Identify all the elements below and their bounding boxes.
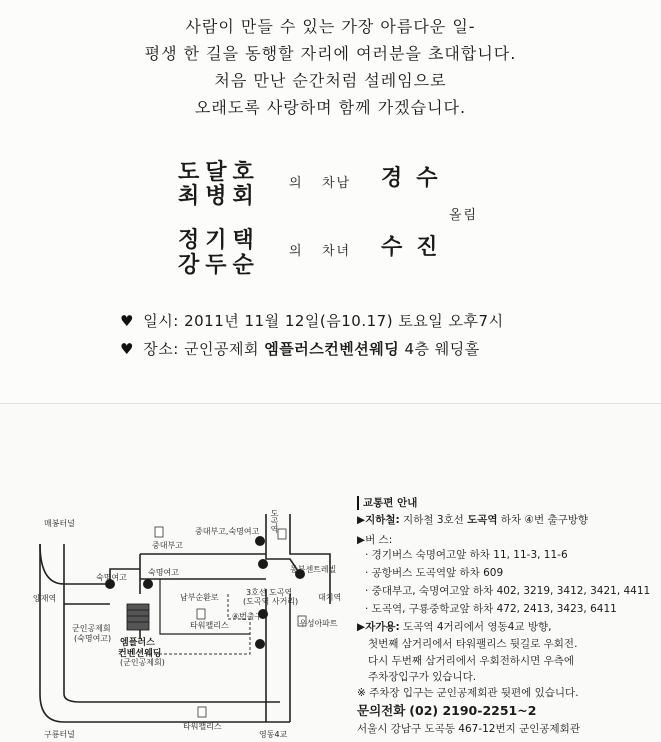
map-label-south-loop-road: 남부순환로 bbox=[180, 593, 219, 602]
map-label-military-mutual-1: 군인공제회 bbox=[72, 624, 111, 633]
car-line-2: 첫번째 삼거리에서 타워팰리스 뒷길로 우회전. bbox=[368, 638, 578, 650]
place-line bbox=[120, 338, 480, 359]
date-text: 2011년 11월 12일(음10.17) 토요일 오후7시 bbox=[184, 312, 504, 330]
subway-text-pre: 지하철 3호선 bbox=[403, 514, 464, 526]
place-venue-pre: 군인공제회 bbox=[184, 340, 260, 358]
map-label-guryong-tunnel: 구룡터널 bbox=[44, 730, 75, 739]
bride-name: 수진 bbox=[381, 235, 452, 260]
bus-label: ▶버 스: bbox=[357, 534, 393, 546]
car-line-4: 주차장입구가 있습니다. bbox=[368, 671, 477, 683]
map-label-tower-palace-bottom: 타워팰리스 bbox=[183, 722, 222, 731]
car-label: ▶자가용: bbox=[357, 621, 400, 633]
poem-line-1: 사람이 만들 수 있는 가장 아름다운 일- bbox=[185, 17, 476, 36]
subway-station: 도곡역 bbox=[467, 514, 498, 526]
poem-line-3: 처음 만난 순간처럼 설레임으로 bbox=[214, 71, 447, 90]
subway-text-mid: 하차 bbox=[500, 514, 522, 526]
map-label-dogok-station: 도곡역 bbox=[270, 509, 279, 533]
bus-line-4: · 도곡역, 구룡중학교앞 하차 472, 2413, 3423, 6411 bbox=[365, 603, 617, 615]
map-label-woosung-apt: 우성아파트 bbox=[299, 619, 338, 628]
heart-icon: ♥ bbox=[120, 340, 134, 358]
map-label-exit4: ④번출구 bbox=[232, 612, 263, 621]
map-label-yangjae-station: 양재역 bbox=[33, 594, 57, 603]
car-text: 도곡역 4거리에서 영동4교 방향, bbox=[403, 621, 552, 633]
map-label-venue-1: 엠플러스 bbox=[120, 638, 155, 648]
address: 서울시 강남구 도곡동 467-12번지 군인공제회관 bbox=[357, 723, 580, 735]
groom-relation: 차남 bbox=[322, 176, 352, 191]
map-label-line3-dogok: 3호선 도곡역 bbox=[246, 588, 293, 597]
map-label-yeongdong-bridge: 영동4교 bbox=[259, 730, 288, 739]
place-venue-hall: 4층 웨딩홀 bbox=[404, 340, 480, 358]
directions-heading: 교통편 안내 bbox=[357, 496, 417, 510]
car-line bbox=[357, 620, 551, 634]
poem-line-2: 평생 한 길을 동행할 자리에 여러분을 초대합니다. bbox=[144, 44, 517, 63]
bride-father: 정기택 bbox=[178, 228, 260, 253]
groom-relation-of: 의 bbox=[289, 176, 304, 191]
contact-label: 문의전화 bbox=[357, 703, 406, 718]
bride-relation-of: 의 bbox=[289, 244, 304, 259]
groom-name: 경수 bbox=[381, 166, 452, 191]
groom-father: 도달호 bbox=[178, 160, 260, 185]
invitation-card-bottom bbox=[0, 403, 661, 742]
map-label-military-mutual-2: (숙명여고) bbox=[74, 634, 112, 643]
map-label-venue-3: (군인공제회) bbox=[120, 658, 165, 667]
map-label-tower-palace-center: 타워팰리스 bbox=[190, 621, 229, 630]
heart-icon: ♥ bbox=[120, 312, 134, 330]
car-line-3: 다시 두번째 삼거리에서 우회전하시면 우측에 bbox=[368, 655, 575, 667]
groom-mother: 최병회 bbox=[178, 184, 260, 209]
bride-mother: 강두순 bbox=[178, 253, 260, 278]
map-label-daechi-station: 대치역 bbox=[318, 593, 342, 602]
date-line bbox=[120, 310, 504, 331]
announce-text: 올림 bbox=[449, 208, 479, 223]
bride-relation: 차녀 bbox=[322, 244, 352, 259]
venue-building-icon bbox=[127, 604, 149, 630]
map-label-maebong-tunnel: 매봉터널 bbox=[44, 519, 75, 528]
date-label: 일시: bbox=[143, 312, 179, 330]
subway-label: ▶지하철: bbox=[357, 514, 400, 526]
parking-note: ※ 주차장 입구는 군인공제회관 뒷편에 있습니다. bbox=[357, 687, 579, 699]
subway-line bbox=[357, 513, 588, 527]
map-label-jungdae-sookmyung: 중대부고,숙명여고 bbox=[195, 527, 260, 536]
subway-exit: ④번 출구방향 bbox=[524, 514, 589, 526]
map-label-sookmyung-left: 숙명여고 bbox=[96, 573, 127, 582]
poem-line-4: 오래도록 사랑하며 함께 가겠습니다. bbox=[194, 98, 467, 117]
bus-line-2: · 공항버스 도곡역앞 하차 609 bbox=[365, 567, 504, 579]
place-venue-name: 엠플러스컨벤션웨딩 bbox=[264, 340, 400, 358]
place-label: 장소: bbox=[143, 340, 179, 358]
bus-line-1: · 경기버스 숙명여고앞 하차 11, 11-3, 11-6 bbox=[365, 549, 568, 561]
map-label-dongbu-centreville: 동부센트레빌 bbox=[290, 565, 337, 574]
contact-number: (02) 2190-2251~2 bbox=[409, 703, 537, 718]
map-label-venue-2: 컨벤션웨딩 bbox=[118, 649, 162, 659]
map-label-dogok-intersection: (도곡역 사거리) bbox=[243, 597, 299, 606]
bus-line-3: · 중대부고, 숙명여고앞 하차 402, 3219, 3412, 3421, 4411 bbox=[365, 585, 651, 597]
map-label-jungdae-school: 중대부고 bbox=[152, 541, 183, 550]
map-label-sookmyung-top: 숙명여고 bbox=[148, 568, 179, 577]
contact-line bbox=[357, 704, 536, 718]
